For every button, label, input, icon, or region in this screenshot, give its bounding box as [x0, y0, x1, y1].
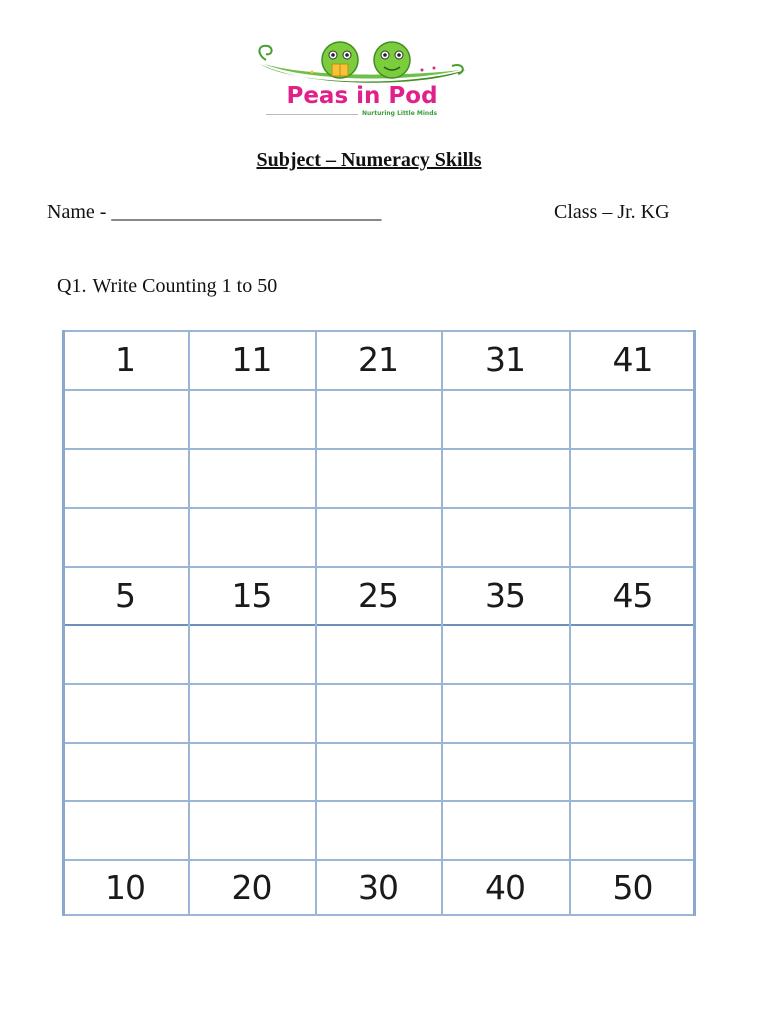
- grid-blank-cell[interactable]: [62, 624, 188, 683]
- grid-blank-cell[interactable]: [62, 389, 188, 448]
- grid-number-cell: 41: [612, 340, 653, 379]
- grid-blank-cell[interactable]: [315, 389, 441, 448]
- grid-blank-cell[interactable]: [569, 389, 696, 448]
- grid-number-cell: 15: [231, 575, 272, 615]
- name-field: Name - ___________________________: [47, 201, 382, 223]
- subject-title: Subject – Numeracy Skills: [256, 149, 482, 171]
- grid-blank-cell[interactable]: [569, 800, 696, 859]
- class-label: Class – Jr. KG: [554, 201, 670, 223]
- brand-name: Peas in Pod: [286, 83, 438, 109]
- grid-blank-cell[interactable]: [62, 742, 188, 800]
- grid-blank-cell[interactable]: [441, 683, 569, 742]
- grid-number-cell: 45: [612, 575, 653, 615]
- question-number: Q1.: [57, 275, 87, 297]
- grid-blank-cell[interactable]: [188, 624, 315, 683]
- grid-number-cell: 30: [358, 868, 398, 907]
- grid-blank-cell[interactable]: [441, 448, 569, 507]
- question: [57, 275, 277, 298]
- grid-blank-cell[interactable]: [569, 683, 696, 742]
- grid-blank-cell[interactable]: [62, 507, 188, 566]
- grid-number-cell: 5: [115, 575, 135, 615]
- grid-blank-cell[interactable]: [569, 742, 696, 800]
- grid-blank-cell[interactable]: [441, 800, 569, 859]
- grid-blank-cell[interactable]: [188, 742, 315, 800]
- grid-blank-cell[interactable]: [188, 683, 315, 742]
- tagline-rule: [266, 114, 358, 115]
- grid-blank-cell[interactable]: [315, 624, 441, 683]
- grid-blank-cell[interactable]: [441, 389, 569, 448]
- grid-blank-cell[interactable]: [441, 624, 569, 683]
- grid-blank-cell[interactable]: [315, 742, 441, 800]
- grid-blank-cell[interactable]: [569, 624, 696, 683]
- logo: [252, 40, 470, 122]
- grid-number-cell: 1: [115, 340, 135, 379]
- grid-number-cell: 40: [485, 868, 525, 907]
- grid-blank-cell[interactable]: [441, 507, 569, 566]
- grid-blank-cell[interactable]: [441, 742, 569, 800]
- grid-number-cell: 31: [485, 340, 525, 379]
- grid-blank-cell[interactable]: [569, 448, 696, 507]
- grid-blank-cell[interactable]: [188, 507, 315, 566]
- grid-blank-cell[interactable]: [188, 800, 315, 859]
- grid-blank-cell[interactable]: [62, 448, 188, 507]
- grid-blank-cell[interactable]: [315, 800, 441, 859]
- grid-number-cell: 25: [358, 575, 398, 615]
- grid-number-cell: 10: [105, 868, 145, 907]
- grid-blank-cell[interactable]: [569, 507, 696, 566]
- grid-number-cell: 35: [485, 575, 525, 615]
- grid-blank-cell[interactable]: [62, 683, 188, 742]
- counting-grid: [62, 330, 696, 916]
- question-text: Write Counting 1 to 50: [92, 275, 278, 297]
- grid-number-cell: 50: [612, 868, 653, 907]
- tagline: Nurturing Little Minds: [362, 110, 438, 117]
- grid-number-cell: 20: [231, 868, 272, 907]
- grid-number-cell: 11: [231, 340, 272, 379]
- grid-blank-cell[interactable]: [188, 448, 315, 507]
- grid-number-cell: 21: [358, 340, 398, 379]
- grid-blank-cell[interactable]: [315, 507, 441, 566]
- grid-blank-cell[interactable]: [315, 683, 441, 742]
- grid-blank-cell[interactable]: [62, 800, 188, 859]
- grid-blank-cell[interactable]: [315, 448, 441, 507]
- grid-blank-cell[interactable]: [188, 389, 315, 448]
